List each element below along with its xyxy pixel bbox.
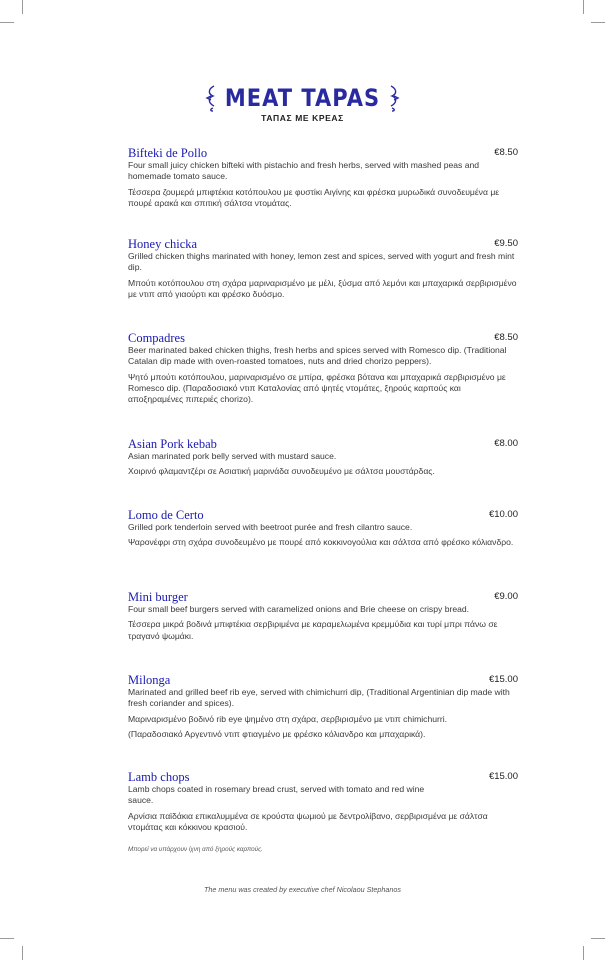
ornament-left-icon — [205, 84, 219, 112]
item-description-greek: Χοιρινό φλαμαντζέρι σε Ασιατική μαρινάδα συνοδευμένο με σάλτσα μουστάρδας. — [128, 466, 435, 477]
item-price: €9.00 — [494, 591, 518, 602]
item-description: Lamb chops coated in rosemary bread crust, served with tomato and red wine sauce. — [128, 784, 425, 806]
item-name: Mini burger — [128, 590, 188, 604]
crop-mark — [591, 938, 605, 939]
allergy-note: Μπορεί να υπάρχουν ίχνη από ξηρούς καρπούς. — [128, 846, 263, 853]
page-subtitle: ΤΑΠΑΣ ΜΕ ΚΡΕΑΣ — [261, 113, 344, 123]
item-description: Beer marinated baked chicken thighs, fresh herbs and spices served with Romesco dip. (Traditional Catalan dip made with oven-roasted tomatoes, nuts and dried chorizo peppers). — [128, 345, 507, 367]
item-price: €15.00 — [488, 674, 518, 685]
crop-mark — [583, 0, 584, 14]
item-description-greek: Ψαρονέφρι στη σχάρα συνοδευμένο με πουρέ από κοκκινογούλια και σάλτσα από φρέσκο κόλιανδρο. — [128, 537, 514, 548]
item-description-greek-2: (Παραδοσιακό Αργεντινό ντιπ φτιαγμένο με φρέσκο κόλιανδρο και μπαχαρικά). — [128, 728, 426, 739]
item-price: €8.50 — [494, 332, 518, 343]
chef-credit: The menu was created by executive chef Nicolaou Stephanos — [204, 885, 401, 894]
page-title: MEAT TAPAS — [224, 84, 381, 112]
item-description-greek: Μαριναρισμένο βοδινό rib eye ψημένο στη σχάρα, σερβιρισμένο με ντιπ chimichurri. — [128, 713, 448, 724]
crop-mark — [22, 946, 23, 960]
crop-mark — [0, 938, 14, 939]
item-name: Asian Pork kebab — [128, 437, 217, 451]
item-name: Milonga — [128, 673, 171, 687]
item-price: €8.50 — [494, 147, 518, 158]
item-price: €15.00 — [488, 771, 518, 782]
item-description-greek: Ψητό μπούτι κοτόπουλου, μαριναρισμένο σε μπίρα, φρέσκα βότανα και μπαχαρικά σερβιρισμένο με Romesco dip. (Παραδοσιακό ντιπ Καταλονίας από ψητές ντομάτες, ξηρούς καρπούς και αποξηραμένες πιπεριές chorizo). — [128, 371, 506, 405]
item-description: Four small beef burgers served with caramelized onions and Brie cheese on crispy bread. — [128, 604, 470, 614]
item-description-greek: Αρνίσια παϊδάκια επικαλυμμένα σε κρούστα ψωμιού με δεντρολίβανο, σερβιρισμένα με σάλτσα ντομάτας και κόκκινου κρασιού. — [128, 810, 488, 832]
menu-logo — [0, 84, 605, 123]
item-name: Lomo de Certo — [128, 508, 204, 522]
menu-item-asian-pork-kebab — [128, 437, 518, 478]
item-description: Four small juicy chicken bifteki with pistachio and fresh herbs, served with mashed peas and homemade tomato sauce. — [128, 160, 480, 182]
crop-mark — [583, 946, 584, 960]
item-description: Asian marinated pork belly served with mustard sauce. — [128, 451, 337, 461]
item-name: Lamb chops — [128, 770, 190, 784]
menu-item-lomo-de-certo — [128, 508, 518, 549]
menu-item-bifteki-de-pollo — [128, 146, 518, 209]
item-name: Honey chicka — [128, 237, 198, 251]
item-description-greek: Τέσσερα ζουμερά μπιφτέκια κοτόπουλου με φυστίκι Αιγίνης και φρέσκα μυρωδικά συνοδευμένα με πουρέ αρακά και σπιτική σάλτσα ντομάτας. — [128, 186, 500, 208]
item-description: Grilled chicken thighs marinated with honey, lemon zest and spices, served with yogurt and fresh mint dip. — [128, 251, 515, 273]
menu-item-lamb-chops — [128, 770, 518, 833]
ornament-right-icon — [386, 84, 400, 112]
item-description: Grilled pork tenderloin served with beetroot purée and fresh cilantro sauce. — [128, 522, 413, 532]
menu-item-honey-chicka — [128, 237, 518, 300]
item-name: Compadres — [128, 331, 185, 345]
item-description: Marinated and grilled beef rib eye, served with chimichurri dip, (Traditional Argentinian dip made with fresh coriander and spices). — [128, 687, 510, 709]
item-name: Bifteki de Pollo — [128, 146, 208, 160]
item-description-greek: Μπούτι κοτόπουλου στη σχάρα μαριναρισμένο με μέλι, ξύσμα από λεμόνι και μπαχαρικά σερβιρισμένο με ντιπ από γιαούρτι και φρέσκο δυόσμο. — [128, 277, 517, 299]
crop-mark — [591, 22, 605, 23]
crop-mark — [22, 0, 23, 14]
menu-item-milonga — [128, 673, 518, 740]
item-price: €9.50 — [494, 238, 518, 249]
item-price: €10.00 — [488, 509, 518, 520]
crop-mark — [0, 22, 14, 23]
item-description-greek: Τέσσερα μικρά βοδινά μπιφτέκια σερβιριμένα με καραμελωμένα κρεμμύδια και τυρί μπρι πάνω σε τραγανό ψωμάκι. — [128, 619, 498, 641]
menu-item-mini-burger — [128, 590, 518, 642]
menu-item-compadres — [128, 331, 518, 405]
item-price: €8.00 — [494, 438, 518, 449]
